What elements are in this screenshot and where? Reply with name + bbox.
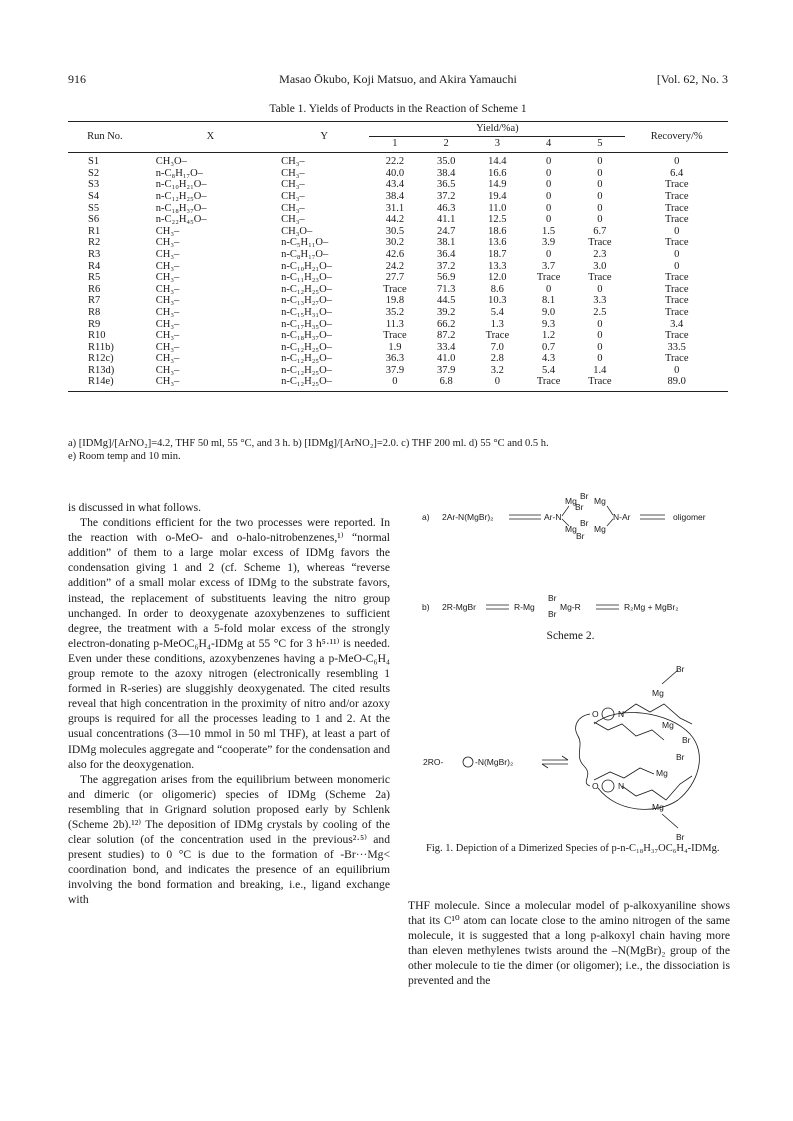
scheme-a-product: oligomer <box>673 512 706 522</box>
cell-yield-5: 0 <box>597 214 603 226</box>
figure-caption: Fig. 1. Depiction of a Dimerized Species of p-n-C₁₈H₃₇OC₆H₄-IDMg. <box>426 843 720 854</box>
cell-yield-3: 0 <box>494 376 500 388</box>
cell-recovery: Trace <box>664 237 689 249</box>
cell-recovery: 89.0 <box>667 376 686 388</box>
cell-run: S1 <box>88 156 100 168</box>
cell-yield-4: 1.2 <box>542 330 556 342</box>
cell-recovery: Trace <box>664 330 689 342</box>
cell-yield-4: 9.0 <box>542 306 556 318</box>
cell-x: CH₃– <box>155 330 180 342</box>
cell-yield-4: 0 <box>545 248 552 260</box>
cell-yield-4: 0 <box>545 283 552 295</box>
cell-yield-2: 39.2 <box>436 306 456 318</box>
table-row <box>68 365 728 377</box>
cell-yield-5: 6.7 <box>593 225 607 237</box>
cell-recovery: Trace <box>664 306 689 318</box>
cell-yield-5: Trace <box>588 272 612 284</box>
cell-y: CH₃– <box>281 167 305 179</box>
cell-recovery: Trace <box>664 353 689 365</box>
col-yield-1: 1 <box>392 137 398 149</box>
cell-yield-4: 0 <box>545 179 552 191</box>
scheme-a-label: a) <box>422 512 430 522</box>
cell-yield-2: 24.7 <box>436 225 456 237</box>
cell-yield-2: 35.0 <box>436 156 456 168</box>
br-atom: Br <box>676 752 685 762</box>
cell-run: R8 <box>88 306 101 318</box>
nitrogen-atom: N <box>618 709 625 719</box>
cell-yield-1: 22.2 <box>385 156 405 168</box>
cell-yield-5: 0 <box>597 341 603 353</box>
br-atom: Br <box>576 531 585 541</box>
cell-x: CH₃– <box>155 295 180 307</box>
cell-yield-5: 0 <box>597 330 603 342</box>
cell-run: R10 <box>88 330 106 342</box>
table-footnotes <box>68 437 728 463</box>
nitrogen-atom: N <box>618 781 625 791</box>
right-column-text: THF molecule. Since a molecular model of p-alkoxyaniline shows that its C¹⁰ atom can locate close to the amino nitrogen of the same molecule, it is suggested that a long p-alkoxyl chain having more than eleven methylenes twists around the –N(MgBr)₂ group of the other molecule to tie the dimer (or oligomer); i.e., the dissociation is prevented and the <box>408 899 730 988</box>
cell-yield-1: 30.2 <box>385 237 405 249</box>
cell-yield-1: 24.2 <box>385 260 405 272</box>
cell-yield-2: 6.8 <box>439 376 453 388</box>
cell-yield-3: Trace <box>485 330 510 342</box>
cell-recovery: 6.4 <box>670 167 684 179</box>
cell-yield-2: 33.4 <box>436 341 456 353</box>
col-yield-2: 2 <box>443 137 449 149</box>
table-row <box>68 214 728 226</box>
cell-recovery: Trace <box>664 283 689 295</box>
oxygen-atom: O <box>592 709 599 719</box>
cell-yield-3: 8.6 <box>490 283 504 295</box>
table-row <box>68 261 728 273</box>
cell-y: n-C₅H₁₁O– <box>281 237 329 249</box>
table-body <box>68 153 728 392</box>
cell-yield-2: 44.5 <box>436 295 456 307</box>
cell-yield-2: 36.4 <box>436 248 456 260</box>
cell-y: n-C₁₃H₂₇O– <box>281 295 332 307</box>
cell-yield-1: 27.7 <box>385 272 405 284</box>
scheme-2-diagram <box>408 493 733 653</box>
cell-yield-5: 0 <box>597 179 603 191</box>
cell-recovery: Trace <box>664 295 689 307</box>
cell-yield-2: 41.1 <box>436 214 456 226</box>
cell-run: R4 <box>88 260 101 272</box>
cell-x: CH₃– <box>155 283 180 295</box>
cell-x: CH₃– <box>155 248 180 260</box>
cell-yield-2: 38.4 <box>436 167 456 179</box>
cell-x: CH₃– <box>155 364 180 376</box>
cell-yield-1: 43.4 <box>385 179 405 191</box>
cell-yield-5: 0 <box>597 202 603 214</box>
cell-yield-5: 0 <box>597 190 603 202</box>
br-atom: Br <box>580 518 589 528</box>
scheme-b-product: R₂Mg + MgBr₂ <box>624 602 679 612</box>
col-y-header: Y <box>320 131 328 143</box>
cell-run: R3 <box>88 248 101 260</box>
volume-info: [Vol. 62, No. 3 <box>656 72 728 86</box>
col-yield-4: 4 <box>545 137 552 149</box>
cell-yield-1: 30.5 <box>385 225 405 237</box>
cell-yield-5: 0 <box>597 353 603 365</box>
cell-recovery: 33.5 <box>667 341 686 353</box>
cell-yield-5: 2.3 <box>593 248 607 260</box>
cell-y: CH₃– <box>281 202 305 214</box>
cell-yield-3: 19.4 <box>488 190 507 202</box>
cell-yield-2: 37.9 <box>436 364 456 376</box>
cell-yield-2: 46.3 <box>436 202 456 214</box>
table-row <box>68 226 728 238</box>
left-column-text <box>68 500 390 908</box>
cell-run: S5 <box>88 202 100 214</box>
oxygen-atom: O <box>592 781 599 791</box>
scheme-a-dimer-right: N-Ar <box>613 512 631 522</box>
cell-yield-2: 41.0 <box>436 353 456 365</box>
table-row <box>68 284 728 296</box>
author-line: Masao Ōkubo, Koji Matsuo, and Akira Yamauchi <box>279 72 517 86</box>
cell-run: R11b) <box>88 341 114 353</box>
cell-run: R7 <box>88 295 101 307</box>
cell-y: n-C₈H₁₇O– <box>281 248 329 260</box>
benzene-ring <box>602 780 614 792</box>
cell-run: R5 <box>88 272 101 284</box>
cell-y: n-C₁₁H₂₃O– <box>281 272 332 284</box>
cell-y: CH₃– <box>281 214 305 226</box>
scheme-a-dimer-left: Ar-N <box>544 512 562 522</box>
cell-yield-3: 13.3 <box>488 260 507 272</box>
table-row <box>68 168 728 180</box>
cell-yield-4: 0 <box>545 156 552 168</box>
cell-recovery: 0 <box>674 248 680 260</box>
cell-y: CH₃– <box>281 190 305 202</box>
cell-yield-4: 0 <box>545 167 552 179</box>
table-row <box>68 295 728 307</box>
alkyl-chain <box>576 714 590 786</box>
table-row <box>68 191 728 203</box>
cell-yield-2: 37.2 <box>436 260 456 272</box>
cell-yield-1: 0 <box>392 376 398 388</box>
table-row <box>68 353 728 365</box>
cell-recovery: 0 <box>674 364 680 376</box>
cell-x: CH₃– <box>155 237 180 249</box>
cell-recovery: Trace <box>664 202 689 214</box>
cell-yield-1: 37.9 <box>385 364 405 376</box>
alkyl-chain <box>622 704 692 724</box>
cell-yield-2: 37.2 <box>436 190 456 202</box>
yields-table <box>68 121 728 392</box>
cell-yield-1: 36.3 <box>385 353 405 365</box>
cell-x: n-C₂₂H₄₅O– <box>155 214 207 226</box>
cell-yield-3: 18.7 <box>488 248 507 260</box>
mg-atom: Mg <box>594 524 606 534</box>
cell-yield-1: 31.1 <box>385 202 405 214</box>
cell-yield-3: 7.0 <box>490 341 504 353</box>
cell-recovery: Trace <box>664 190 689 202</box>
cell-x: CH₃– <box>155 260 180 272</box>
cell-y: n-C₁₂H₂₅O– <box>281 364 332 376</box>
formula-label: -N(MgBr)₂ <box>475 757 514 767</box>
alkyl-chain <box>622 776 692 800</box>
cell-yield-4: Trace <box>536 272 561 284</box>
cell-y: n-C₁₂H₂₅O– <box>281 283 332 295</box>
cell-yield-3: 11.0 <box>488 202 507 214</box>
cell-recovery: Trace <box>664 272 689 284</box>
cell-yield-1: 11.3 <box>385 318 404 330</box>
cell-yield-2: 66.2 <box>436 318 456 330</box>
cell-yield-4: 0 <box>545 214 552 226</box>
cell-yield-4: Trace <box>536 376 561 388</box>
cell-yield-3: 14.4 <box>488 156 507 168</box>
cell-yield-2: 71.3 <box>436 283 456 295</box>
table-row <box>68 179 728 191</box>
cell-yield-4: 9.3 <box>542 318 556 330</box>
cell-yield-1: 35.2 <box>385 306 405 318</box>
table-caption: Table 1. Yields of Products in the Reaction of Scheme 1 <box>269 103 527 115</box>
footnote-line: a) [IDMg]/[ArNO₂]=4.2, THF 50 ml, 55 °C, and 3 h. b) [IDMg]/[ArNO₂]=2.0. c) THF 200 ml. d) 55 °C and 0.5 h. <box>68 438 549 449</box>
cell-yield-1: 44.2 <box>385 214 405 226</box>
cell-run: R12c) <box>88 353 114 365</box>
cell-y: n-C₁₂H₂₅O– <box>281 376 332 388</box>
col-yield-5: 5 <box>597 137 603 149</box>
br-atom: Br <box>676 832 685 842</box>
cell-yield-3: 14.9 <box>488 179 507 191</box>
cell-yield-5: 0 <box>597 283 603 295</box>
footnote-line: e) Room temp and 10 min. <box>68 451 181 462</box>
mg-atom: Mg <box>594 496 606 506</box>
cell-recovery: Trace <box>664 179 689 191</box>
col-x-header: X <box>206 131 215 143</box>
bond <box>562 506 569 516</box>
cell-x: CH₃– <box>155 353 180 365</box>
scheme-b-label: b) <box>422 602 430 612</box>
cell-yield-3: 18.6 <box>488 225 507 237</box>
cell-y: n-C₁₂H₂₅O– <box>281 353 332 365</box>
cell-y: n-C₁₈H₃₇O– <box>281 330 332 342</box>
cell-x: CH₃– <box>155 225 180 237</box>
cell-yield-3: 3.2 <box>490 364 504 376</box>
cell-yield-3: 2.8 <box>490 353 504 365</box>
cell-yield-5: Trace <box>588 237 612 249</box>
table-row <box>68 376 728 391</box>
mg-atom: Mg <box>565 496 577 506</box>
cell-yield-5: 0 <box>597 156 603 168</box>
cell-recovery: Trace <box>664 214 689 226</box>
figure-1-dimer-diagram <box>408 664 733 844</box>
col-yield-header: Yield/%a) <box>369 122 625 137</box>
table-row <box>68 203 728 215</box>
cell-yield-5: 0 <box>597 318 603 330</box>
alkyl-chain <box>594 768 654 780</box>
cell-x: n-C₁₂H₂₅O– <box>155 190 207 202</box>
scheme-b-reactant: 2R-MgBr <box>442 602 477 612</box>
table-row <box>68 153 728 168</box>
cell-yield-3: 16.6 <box>488 167 507 179</box>
cell-run: R6 <box>88 283 101 295</box>
cell-y: n-C₁₇H₃₅O– <box>281 318 332 330</box>
cell-x: CH₃– <box>155 306 180 318</box>
cell-yield-5: 0 <box>597 167 603 179</box>
cell-x: n-C₁₀H₂₁O– <box>155 179 207 191</box>
table-row <box>68 237 728 249</box>
cell-yield-4: 3.9 <box>542 237 556 249</box>
paragraph: The aggregation arises from the equilibrium between monomeric and dimeric (or oligomeric) species of IDMg (Scheme 2a) resembling that in Grignard solution proposed early by Schlenk (Scheme 2b).¹²⁾ The deposition of IDMg crystals by cooling of the clear solution (of the concentration used in the previous²·⁵⁾ and present studies) to 0 °C is due to the formation of -Br···Mg< coordination bond, and indicates the presence of an equilibrium involving the bond formation and breaking, i.e., ligand exchange with <box>68 772 390 907</box>
mg-atom: Mg <box>656 768 668 778</box>
cell-yield-1: Trace <box>383 330 407 342</box>
mg-atom: Mg <box>652 688 664 698</box>
cell-yield-3: 1.3 <box>490 318 504 330</box>
cell-x: n-C₁₈H₃₇O– <box>155 202 207 214</box>
cell-yield-3: 12.5 <box>488 214 507 226</box>
cell-x: CH₃– <box>155 272 180 284</box>
table-row <box>68 249 728 261</box>
cell-yield-1: Trace <box>383 283 407 295</box>
mg-atom: Mg <box>565 524 577 534</box>
bond <box>662 814 678 828</box>
cell-run: S6 <box>88 214 100 226</box>
scheme-a-reactant: 2Ar-N(MgBr)₂ <box>442 512 494 522</box>
cell-run: R9 <box>88 318 101 330</box>
col-yield-3: 3 <box>494 137 500 149</box>
br-atom: Br <box>575 502 584 512</box>
cell-yield-1: 38.4 <box>385 190 405 202</box>
cell-yield-3: 10.3 <box>488 295 507 307</box>
cell-yield-1: 42.6 <box>385 248 405 260</box>
cell-x: CH₃– <box>155 318 180 330</box>
cell-yield-4: 0 <box>545 190 552 202</box>
cell-x: CH₃O– <box>155 156 187 168</box>
formula-label: 2RO- <box>423 757 444 767</box>
cell-yield-3: 12.0 <box>488 272 507 284</box>
br-atom: Br <box>580 493 589 501</box>
cell-yield-2: 56.9 <box>436 272 456 284</box>
mg-atom: Mg <box>662 720 674 730</box>
cell-yield-4: 5.4 <box>542 364 556 376</box>
cell-y: n-C₁₂H₂₅O– <box>281 341 332 353</box>
cell-yield-2: 87.2 <box>436 330 456 342</box>
cell-y: CH₃– <box>281 156 305 168</box>
table-row <box>68 307 728 319</box>
cell-y: CH₃O– <box>281 225 313 237</box>
cell-run: S4 <box>88 190 100 202</box>
cell-yield-4: 4.3 <box>542 353 556 365</box>
cell-run: R13d) <box>88 364 115 376</box>
cell-yield-5: 1.4 <box>593 364 607 376</box>
cell-yield-5: 3.0 <box>593 260 607 272</box>
table-row <box>68 272 728 284</box>
table-row <box>68 319 728 331</box>
cell-run: R2 <box>88 237 101 249</box>
benzene-ring <box>463 757 473 767</box>
cell-recovery: 0 <box>674 260 680 272</box>
cell-yield-4: 0 <box>545 202 552 214</box>
cell-yield-1: 1.9 <box>388 341 402 353</box>
arrow-head <box>542 764 548 768</box>
col-run-header: Run No. <box>87 131 123 143</box>
cell-run: S2 <box>88 167 100 179</box>
table-row <box>68 342 728 354</box>
scheme-b-dimer-left: R-Mg <box>514 602 535 612</box>
scheme-caption: Scheme 2. <box>546 630 595 642</box>
cell-yield-4: 3.7 <box>542 260 556 272</box>
cell-y: CH₃– <box>281 179 305 191</box>
cell-run: R1 <box>88 225 101 237</box>
cell-x: CH₃– <box>155 376 180 388</box>
cell-recovery: 0 <box>674 156 680 168</box>
br-atom: Br <box>676 664 685 674</box>
col-recovery-header: Recovery/% <box>650 131 703 143</box>
br-atom: Br <box>682 735 691 745</box>
running-header <box>68 72 728 90</box>
cell-run: S3 <box>88 179 100 191</box>
br-atom: Br <box>548 593 557 603</box>
cell-yield-5: Trace <box>588 376 612 388</box>
cell-recovery: 0 <box>674 225 680 237</box>
cell-yield-4: 8.1 <box>542 295 556 307</box>
br-atom: Br <box>548 609 557 619</box>
cell-yield-4: 1.5 <box>542 225 556 237</box>
cell-yield-3: 13.6 <box>488 237 507 249</box>
cell-x: n-C₈H₁₇O– <box>155 167 203 179</box>
paragraph: The conditions efficient for the two processes were reported. In the reaction with o-MeO- and o-halo-nitrobenzenes,¹⁾ “normal addition” of them to a large molar excess of IDMg favors the condensation giving 1 and 2 (cf. Scheme 1), whereas “reverse addition” of a small molar excess of IDMg to the substrate favors, instead, the replacement of substituents leaving the nitro group unchanged. In order to deoxygenate azoxybenzenes to sufficient degree, the treatment with a 5-fold molar excess of the strongly electron-donating p-MeOC₆H₄-IDMg at 55 °C for 3 h⁵·¹¹⁾ is needed. Even under these conditions, azoxybenzenes having a p-MeO-C₆H₄ group remote to the azoxy nitrogen (electronically resembling 1 formed in R-series) are sluggishly deoxygenated. The cited results reveal that high concentration in the proximity of nitro and/or azoxy groups is required for all the processes leading to 1 and 2. At the usual concentrations (3—10 mmol in 50 ml THF), at least a part of IDMg molecules aggregate and “cooperate” for the condensation and also for the deoxygenation. <box>68 516 390 771</box>
cell-yield-5: 2.5 <box>593 306 607 318</box>
cell-yield-1: 40.0 <box>385 167 405 179</box>
cell-yield-2: 38.1 <box>436 237 456 249</box>
page-number: 916 <box>68 72 86 86</box>
table-row <box>68 330 728 342</box>
cell-y: n-C₁₅H₃₁O– <box>281 306 332 318</box>
arrow-head <box>562 756 568 760</box>
alkyl-chain <box>594 722 664 740</box>
mg-atom: Mg <box>652 802 664 812</box>
cell-yield-3: 5.4 <box>490 306 504 318</box>
cell-yield-5: 3.3 <box>593 295 607 307</box>
scheme-b-dimer-right: Mg-R <box>560 602 581 612</box>
cell-yield-4: 0.7 <box>542 341 556 353</box>
cell-run: R14e) <box>88 376 114 388</box>
cell-x: CH₃– <box>155 341 180 353</box>
cell-yield-2: 36.5 <box>436 179 456 191</box>
cell-yield-1: 19.8 <box>385 295 405 307</box>
cell-y: n-C₁₀H₂₁O– <box>281 260 332 272</box>
paragraph: is discussed in what follows. <box>68 501 201 514</box>
cell-recovery: 3.4 <box>670 318 684 330</box>
